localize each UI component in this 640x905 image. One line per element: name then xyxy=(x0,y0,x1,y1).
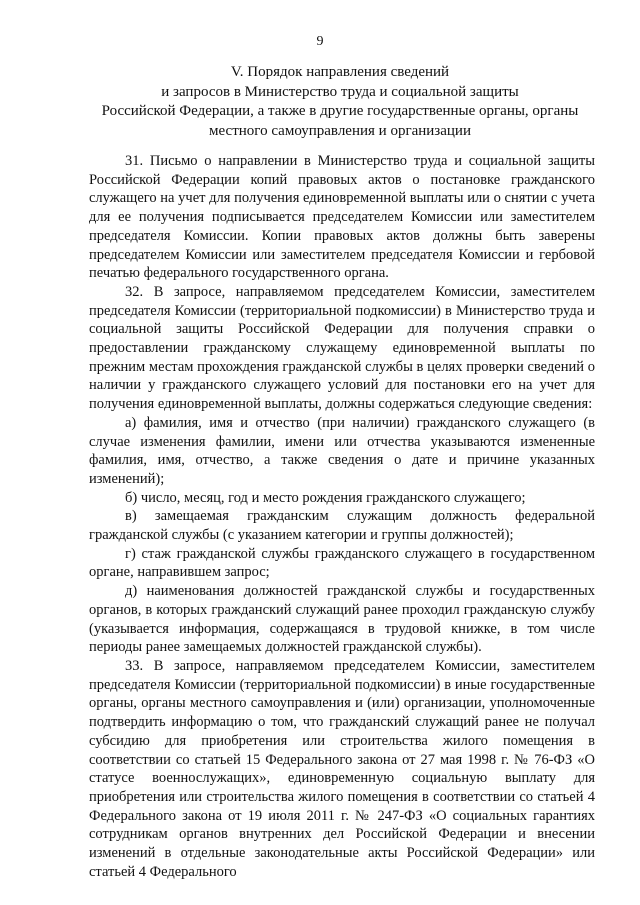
list-item-g: г) стаж гражданской службы гражданского служащего в государственном органе, направившем запрос; xyxy=(89,545,595,581)
document-body xyxy=(89,152,595,881)
page-number: 9 xyxy=(316,34,324,49)
section-heading-line: Российской Федерации, а также в другие государственные органы, органы xyxy=(101,103,579,119)
paragraph-31: 31. Письмо о направлении в Министерство труда и социальной защиты Российской Федерации копий правовых актов о постановке гражданского служащего на учет для получения единовременной выплаты или о снятии с учета для ее получения подписывается председателем Комиссии или заместителем председателя Комиссии. Копии правовых актов должны быть заверены председателем Комиссии или заместителем председателя Комиссии и гербовой печатью федерального государственного органа. xyxy=(89,153,595,282)
section-heading-line: V. Порядок направления сведений xyxy=(230,64,450,80)
paragraph-33: 33. В запросе, направляемом председателем Комиссии, заместителем председателя Комиссии (территориальной подкомиссии) в иные государственные органы, органы местного самоуправления и (или) организации, уполномоченные подтвердить информацию о том, что гражданский служащий ранее не получал субсидию для приобретения или строительства жилого помещения в соответствии со статьей 15 Федерального закона от 27 мая 1998 г. № 76-ФЗ «О статусе военнослужащих», единовременную социальную выплату для приобретения или строительства жилого помещения в соответствии со статьей 4 Федерального закона от 19 июля 2011 г. № 247-ФЗ «О социальных гарантиях сотрудникам органов внутренних дел Российской Федерации и внесении изменений в отдельные законодательные акты Российской Федерации» или статьей 4 Федерального xyxy=(89,657,595,880)
list-item-d: д) наименования должностей гражданской службы и государственных органов, в которых гражданский служащий ранее проходил гражданскую службу (указывается информация, содержащаяся в трудовой книжке, в том числе периоды ранее замещаемых должностей гражданской службы). xyxy=(89,583,595,656)
section-heading-line: местного самоуправления и организации xyxy=(209,122,471,139)
list-item-v: в) замещаемая гражданским служащим должность федеральной гражданской службы (с указанием категории и группы должностей); xyxy=(89,508,595,544)
section-heading-line: и запросов в Министерство труда и социальной защиты xyxy=(161,83,519,100)
list-item-b: б) число, месяц, год и место рождения гражданского служащего; xyxy=(125,489,526,506)
paragraph-32: 32. В запросе, направляемом председателем Комиссии, заместителем председателя Комиссии (территориальной подкомиссии) в Министерство труда и социальной защиты Российской Федерации для получения справки о предоставлении гражданскому служащему единовременной выплаты по прежним местам прохождения гражданской службы в целях проверки сведений о наличии у гражданского служащего условий для постановки его на учет для получения единовременной выплаты, должны содержаться следующие сведения: xyxy=(89,283,595,413)
section-heading xyxy=(80,63,600,141)
list-item-a: а) фамилия, имя и отчество (при наличии) гражданского служащего (в случае изменения фамилии, имени или отчества указываются измененные фамилия, имя, отчество, а также сведения о дате и причине указанных изменений); xyxy=(89,414,595,487)
